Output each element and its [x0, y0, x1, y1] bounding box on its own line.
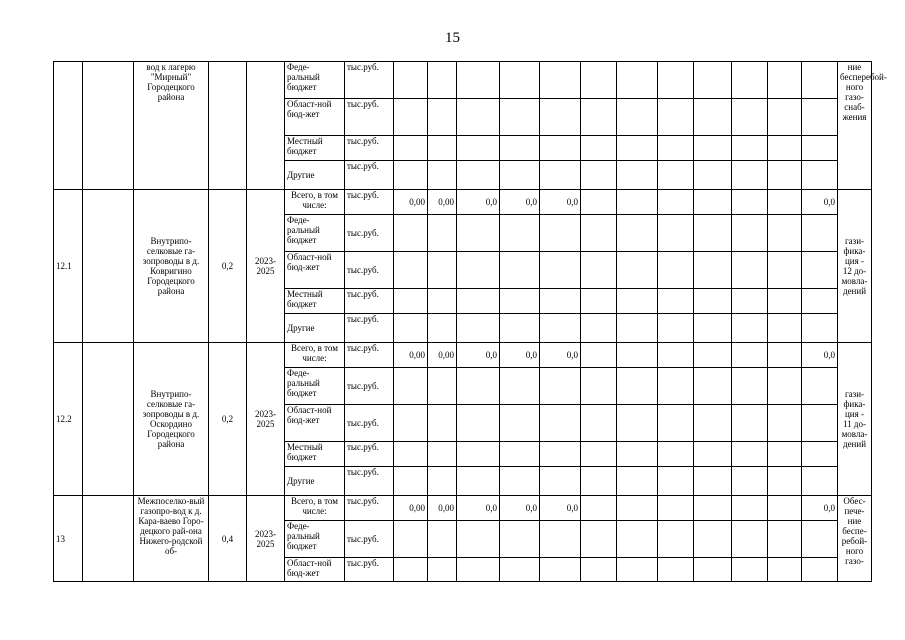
source-label: Другие — [285, 314, 345, 343]
source-label: Феде-ральный бюджет — [285, 368, 345, 405]
source-label: Местный бюджет — [285, 289, 345, 314]
source-label: Област-ной бюд-жет — [285, 405, 345, 442]
total-value: 0,00 — [394, 343, 428, 368]
item-number: 12.2 — [54, 343, 83, 496]
unit-label: тыс.руб. — [345, 368, 394, 405]
unit-label: тыс.руб. — [345, 558, 394, 582]
program-table — [53, 61, 887, 582]
source-label: Другие — [285, 467, 345, 496]
total-value: 0,00 — [394, 190, 428, 215]
total-value: 0,0 — [802, 343, 838, 368]
total-value: 0,0 — [540, 190, 581, 215]
total-value: 0,0 — [540, 343, 581, 368]
unit-label: тыс.руб. — [345, 289, 394, 314]
item-number: 13 — [54, 496, 83, 582]
unit-label: тыс.руб. — [345, 442, 394, 467]
total-value: 0,0 — [457, 190, 500, 215]
period-value: 2023-2025 — [247, 343, 285, 496]
unit-label: тыс.руб. — [345, 215, 394, 252]
object-name: Внутрипо-селковые га-зопроводы в д. Оскордино Городецкого района — [134, 343, 209, 496]
unit-label: тыс.руб. — [345, 521, 394, 558]
source-label: Всего, в том числе: — [285, 343, 345, 368]
source-label: Феде-ральный бюджет — [285, 215, 345, 252]
unit-label: тыс.руб. — [345, 190, 394, 215]
source-label: Феде-ральный бюджет — [285, 62, 345, 99]
length-value: 0,2 — [209, 190, 247, 343]
unit-label: тыс.руб. — [345, 467, 394, 496]
total-value: 0,00 — [428, 190, 457, 215]
unit-label: тыс.руб. — [345, 99, 394, 136]
unit-label: тыс.руб. — [345, 405, 394, 442]
period-value: 2023-2025 — [247, 496, 285, 582]
item-number: 12.1 — [54, 190, 83, 343]
object-name: вод к лагерю "Мирный" Городецкого района — [134, 62, 209, 190]
source-label: Област-ной бюд-жет — [285, 558, 345, 582]
total-value: 0,0 — [500, 496, 540, 521]
total-value: 0,0 — [540, 496, 581, 521]
page-number: 15 — [445, 30, 460, 46]
unit-label: тыс.руб. — [345, 62, 394, 99]
total-value: 0,0 — [500, 190, 540, 215]
object-name: Внутрипо-селковые га-зопроводы в д. Ковригино Городецкого района — [134, 190, 209, 343]
source-label: Феде-ральный бюджет — [285, 521, 345, 558]
unit-label: тыс.руб. — [345, 314, 394, 343]
total-value: 0,00 — [394, 496, 428, 521]
total-value: 0,0 — [500, 343, 540, 368]
total-value: 0,00 — [428, 343, 457, 368]
unit-label: тыс.руб. — [345, 161, 394, 190]
unit-label: тыс.руб. — [345, 136, 394, 161]
total-value: 0,00 — [428, 496, 457, 521]
total-value: 0,0 — [457, 496, 500, 521]
source-label: Област-ной бюд-жет — [285, 252, 345, 289]
unit-label: тыс.руб. — [345, 496, 394, 521]
unit-label: тыс.руб. — [345, 252, 394, 289]
result-text: ние бесперебой-ного газо-снаб-жения — [838, 62, 872, 190]
result-text: гази-фика-ция - 11 до-мовла-дений — [838, 343, 872, 496]
total-value: 0,0 — [802, 190, 838, 215]
total-value: 0,0 — [457, 343, 500, 368]
table-row — [54, 190, 872, 215]
result-text: гази-фика-ция - 12 до-мовла-дений — [838, 190, 872, 343]
source-label: Другие — [285, 161, 345, 190]
table-row — [54, 343, 872, 368]
length-value: 0,4 — [209, 496, 247, 582]
source-label: Местный бюджет — [285, 442, 345, 467]
object-name: Межпоселко-вый газопро-вод к д. Кара-ваево Горо-децкого рай-она Нижего-родской об- — [134, 496, 209, 582]
unit-label: тыс.руб. — [345, 343, 394, 368]
table-row — [54, 62, 872, 99]
source-label: Област-ной бюд-жет — [285, 99, 345, 136]
result-text: Обес-пече-ние беспе-ребой-ного газо- — [838, 496, 872, 582]
source-label: Всего, в том числе: — [285, 190, 345, 215]
total-value: 0,0 — [802, 496, 838, 521]
source-label: Местный бюджет — [285, 136, 345, 161]
table-row — [54, 496, 872, 521]
period-value: 2023-2025 — [247, 190, 285, 343]
source-label: Всего, в том числе: — [285, 496, 345, 521]
length-value: 0,2 — [209, 343, 247, 496]
